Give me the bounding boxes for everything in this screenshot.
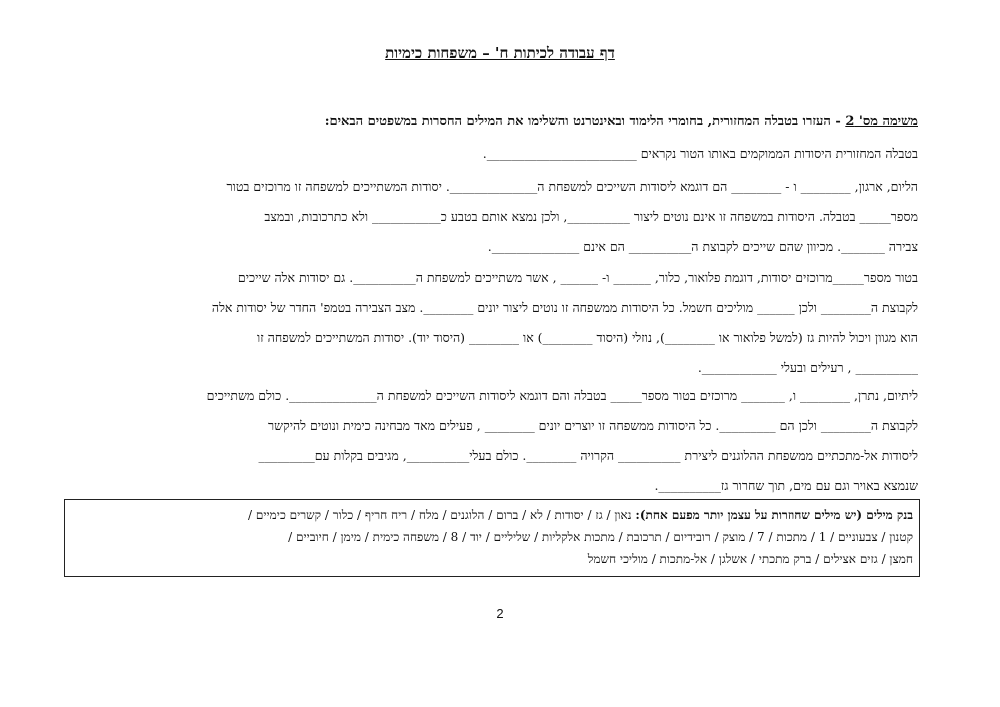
word-bank-line-1 <box>71 504 913 526</box>
task-text: - העזרו בטבלה המחזורית, בחומרי הלימוד ובאינטרנט והשלימו את המילים החסרות במשפטים הבאים: <box>324 114 846 129</box>
paragraph-line: הוא מגוון ויכול להיות גז (למשל פלואור או ________), נוזלי (היסוד ________) או ________ (היסוד יוד). יסודות המשתייכים למשפחה זו <box>257 330 918 345</box>
paragraph-line: ליתיום, נתרן, ________ ו, _______ מרוכזים בטור מספר_____ בטבלה והם דוגמא ליסודות השייכים למשפחת ה______________. כולם משתייכים <box>206 388 918 403</box>
paragraph-1 <box>78 139 918 169</box>
paragraph-line: לקבוצת ה________ ולכן הם _________. כל היסודות ממשפחה זו יוצרים יונים ________ , פעילים מאד מבחינה כימית ונוטים להיקשר <box>268 418 918 433</box>
paragraph-line: לקבוצת ה________ ולכן ______ מוליכים חשמל. כל היסודות ממשפחה זו נוטים ליצור יונים ________. מצב הצבירה בטמפ' החדר של יסודות אלה <box>211 300 918 315</box>
paragraph-line: מספר_____ בטבלה. היסודות במשפחה זו אינם נוטים ליצור __________, ולכן נמצא אותם בטבע כ___________ ולא כתרכובות, ובמצב <box>264 209 918 224</box>
word-bank-label: בנק מילים (יש מילים שחוזרות על עצמן יותר מפעם אחת): <box>635 508 913 522</box>
task-label: משימה מס' 2 <box>845 114 918 129</box>
word-bank-box <box>64 499 920 577</box>
paragraph-3 <box>78 263 918 383</box>
page-number: 2 <box>496 606 504 621</box>
word-bank-line-2: קטנון / צבעוניים / 1 / מתכות / 7 / מוצק / רובידיום / תרכובת / מתכות אלקליות / שליליים / יוד / 8 / משפחה כימית / מימן / חיוביים / <box>288 530 913 544</box>
paragraph-line: הליום, ארגון, ________ ו - ________ הם דוגמא ליסודות השייכים למשפחת ה______________. יסודות המשתייכים למשפחה זו מרוכזים בטור <box>226 179 918 194</box>
task-instructions <box>78 113 918 129</box>
paragraph-line: בטבלה המחזורית היסודות הממוקמים באותו הטור נקראים ________________________. <box>482 146 918 161</box>
paragraph-4 <box>78 381 918 501</box>
paragraph-line: ליסודות אל-מתכתיים ממשפחת ההלוגנים ליצירת __________ הקרויה ________. כולם בעלי__________, מגיבים בקלות עם_________ <box>258 448 918 463</box>
paragraph-line: צבירה _______. מכיוון שהם שייכים לקבוצת ה__________ הם אינם ______________. <box>487 239 918 254</box>
paragraph-line: __________ , רעילים ובעלי ____________. <box>697 360 918 375</box>
paragraph-2 <box>78 172 918 262</box>
worksheet-title: דף עבודה לכיתות ח' – משפחות כימיות <box>385 44 615 62</box>
word-bank-line-3: חמצן / גזים אצילים / ברק מתכתי / אשלגן / אל-מתכות / מוליכי חשמל <box>587 552 913 566</box>
paragraph-line: בטור מספר_____מרוכזים יסודות, דוגמת פלואור, כלור, ______ ו- ______ , אשר משתייכים למשפחת ה__________. גם יסודות אלה שייכים <box>237 270 918 285</box>
paragraph-line: שנמצא באויר וגם עם מים, תוך שחרור גז__________. <box>654 478 918 493</box>
word-bank-words: נאון / גז / יסודות / לא / ברום / הלוגנים / מלח / ריח חריף / כלור / קשרים כימיים / <box>248 508 632 522</box>
